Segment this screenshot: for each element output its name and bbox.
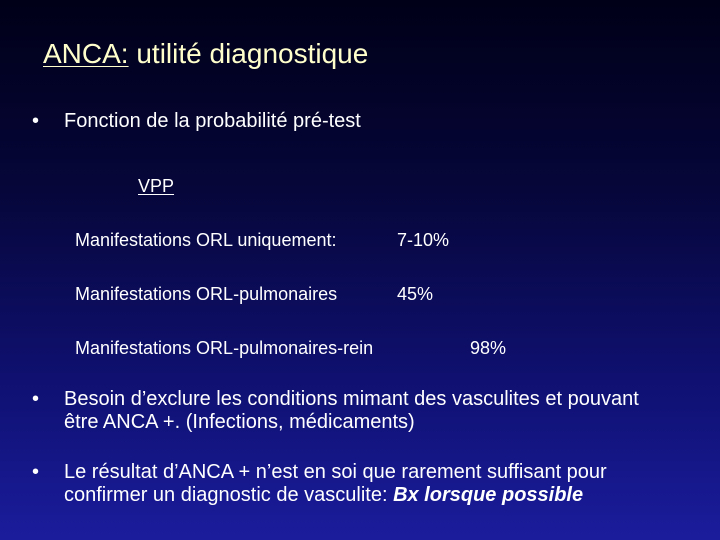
bullet-text-3-emphasis: Bx lorsque possible [393,484,584,506]
vpp-row-label-1: Manifestations ORL uniquement: [75,230,337,250]
bullet-text-3 [64,461,652,507]
bullet-icon: • [32,110,40,132]
bullet-item-2 [32,388,652,434]
bullet-icon: • [32,461,40,483]
bullet-item-3 [32,461,652,507]
bullet-icon: • [32,388,40,410]
vpp-row-value-1: 7-10% [397,230,450,250]
bullet-text-3-plain: Le résultat d’ANCA + n’est en soi que rarement suffisant pour confirmer un diagnostic de vasculite: [64,461,607,506]
slide-title [43,38,368,70]
vpp-row-label-2: Manifestations ORL-pulmonaires [75,284,338,304]
bullet-item-1 [32,110,361,133]
vpp-label: VPP [138,176,175,196]
bullet-text-2: Besoin d’exclure les conditions mimant des vasculites et pouvant être ANCA +. (Infections, médicaments) [64,388,639,433]
slide-title-underlined: ANCA: [43,38,129,69]
vpp-row-value-2: 45% [397,284,434,304]
slide-title-rest: utilité diagnostique [128,38,369,69]
bullet-text-1: Fonction de la probabilité pré-test [64,110,361,132]
vpp-row-value-3: 98% [470,338,507,358]
vpp-row-label-3: Manifestations ORL-pulmonaires-rein [75,338,374,358]
